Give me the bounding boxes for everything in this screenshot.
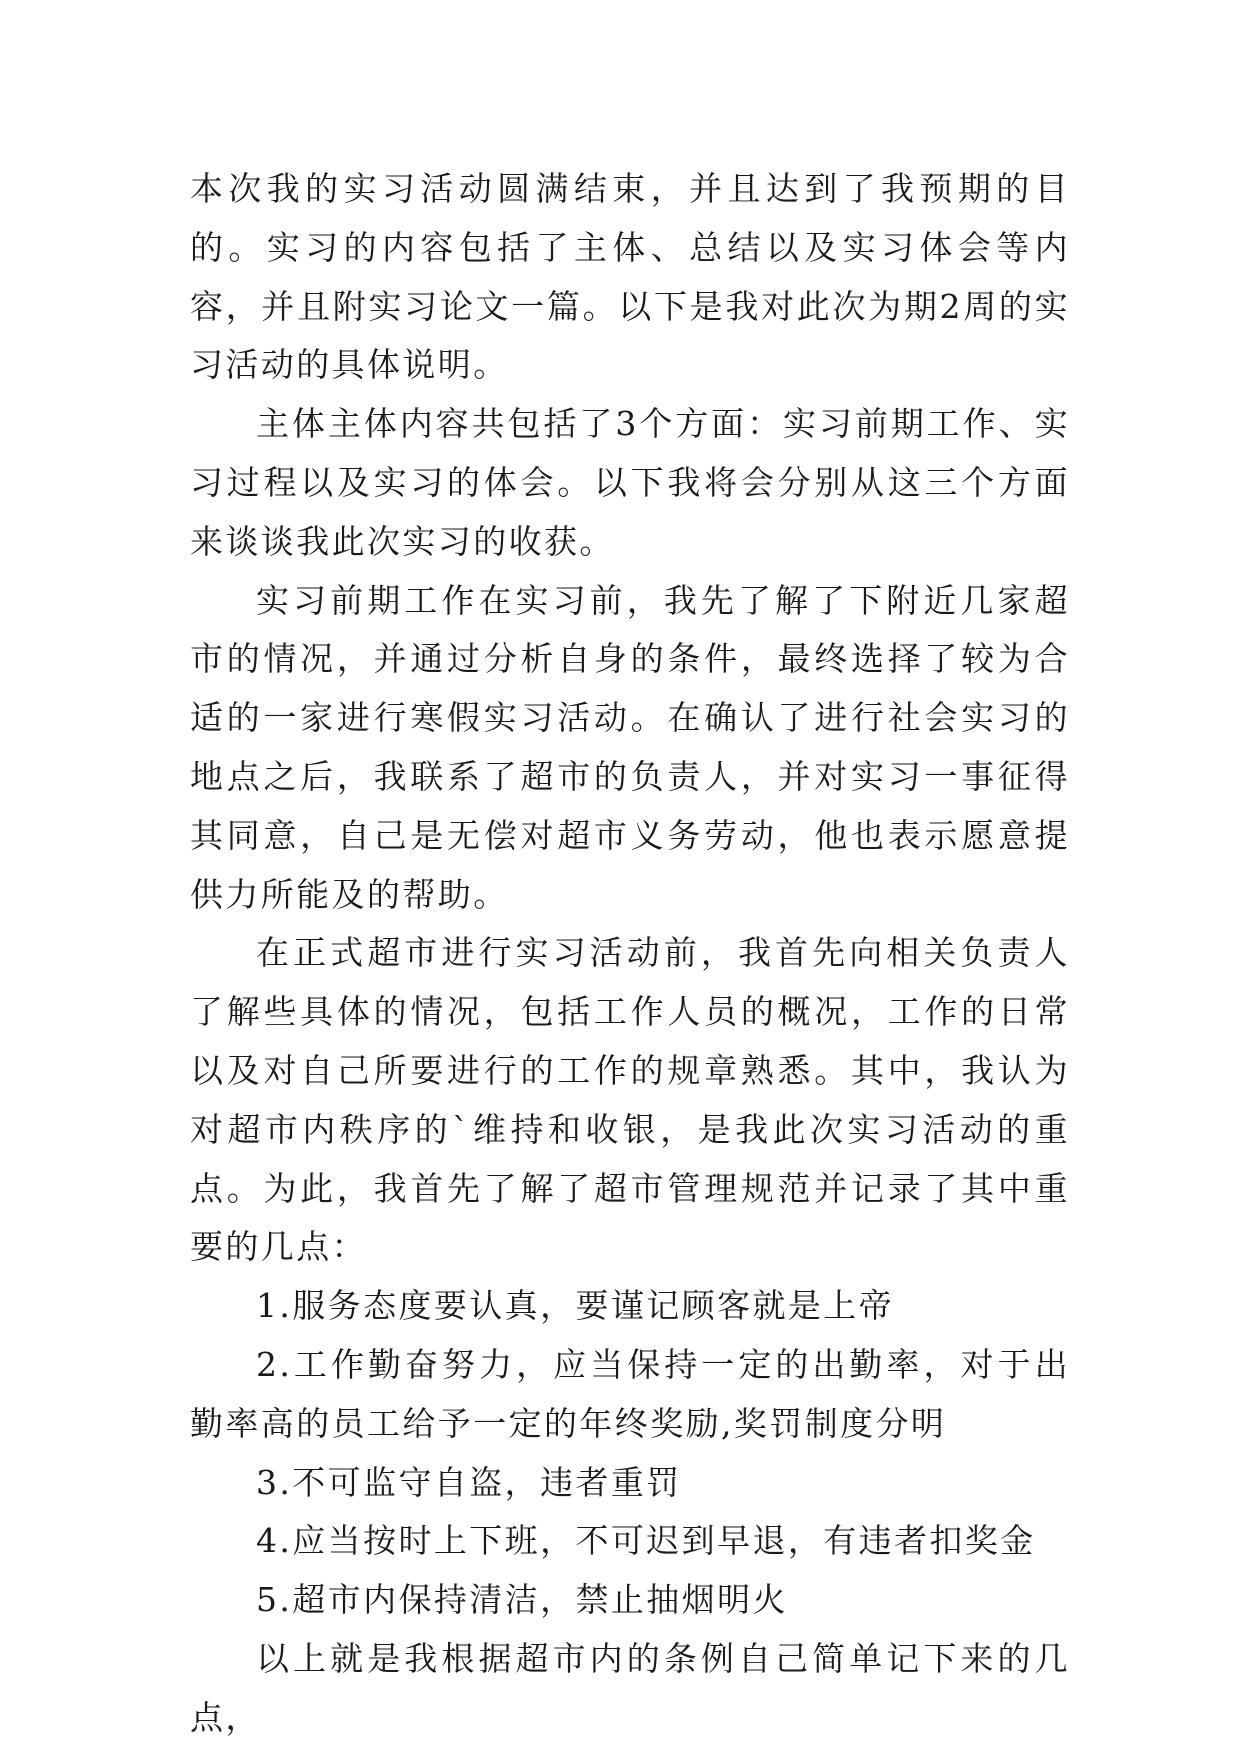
rule-item-5: 5.超市内保持清洁，禁止抽烟明火 <box>256 1580 788 1620</box>
paragraph-summary: 本次我的实习活动圆满结束，并且达到了我预期的目的。实习的内容包括了主体、总结以及实习体会等内容，并且附实习论文一篇。以下是我对此次为期2周的实习活动的具体说明。 <box>190 169 1070 385</box>
rule-item-2: 2.工作勤奋努力，应当保持一定的出勤率，对于出勤率高的员工给予一定的年终奖励,奖罚制度分明 <box>190 1344 1070 1443</box>
rule-item-1: 1.服务态度要认真，要谨记顾客就是上帝 <box>256 1286 895 1326</box>
rule-item-3: 3.不可监守自盗，违者重罚 <box>256 1462 682 1502</box>
paragraph-preparation: 实习前期工作在实习前，我先了解了下附近几家超市的情况，并通过分析自身的条件，最终选择了较为合适的一家进行寒假实习活动。在确认了进行社会实习的地点之后，我联系了超市的负责人，并对实习一事征得其同意，自己是无偿对超市义务劳动，他也表示愿意提供力所能及的帮助。 <box>190 580 1070 914</box>
paragraph-main-body: 主体主体内容共包括了3个方面：实习前期工作、实习过程以及实习的体会。以下我将会分别从这三个方面来谈谈我此次实习的收获。 <box>190 404 1070 561</box>
rule-item-4: 4.应当按时上下班，不可迟到早退，有违者扣奖金 <box>256 1521 1036 1561</box>
document-body <box>190 160 1070 1748</box>
paragraph-before-internship: 在正式超市进行实习活动前，我首先向相关负责人了解些具体的情况，包括工作人员的概况，工作的日常以及对自己所要进行的工作的规章熟悉。其中，我认为对超市内秩序的`维持和收银，是我此次实习活动的重点。为此，我首先了解了超市管理规范并记录了其中重要的几点： <box>190 933 1070 1267</box>
paragraph-conclusion: 以上就是我根据超市内的条例自己简单记下来的几点， <box>190 1638 1070 1737</box>
